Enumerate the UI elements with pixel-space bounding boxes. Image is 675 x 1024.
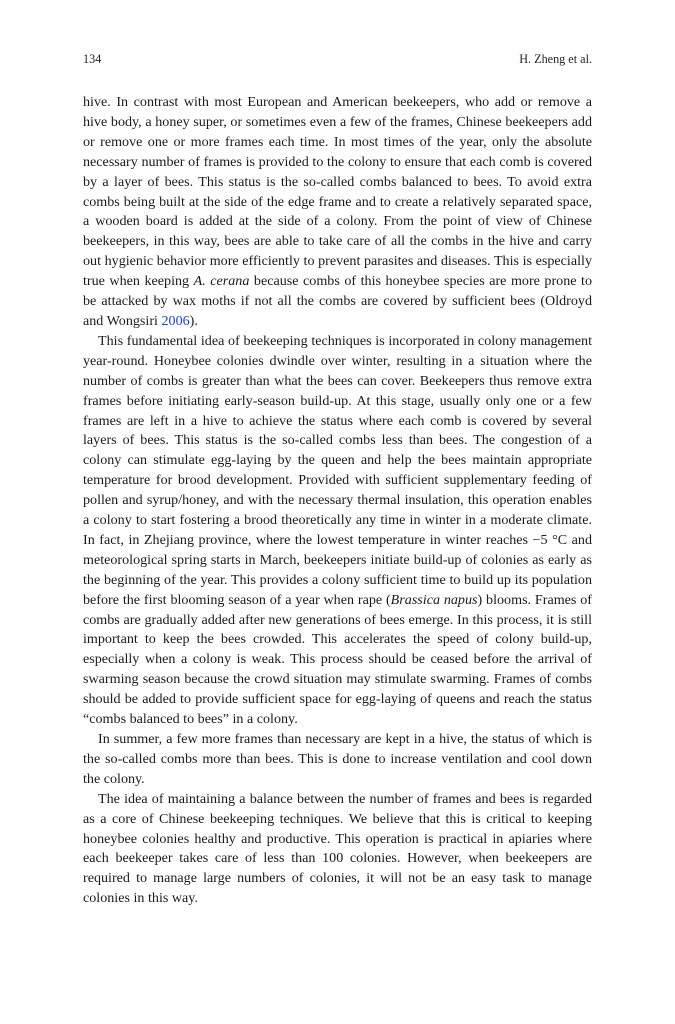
paragraph-text: In summer, a few more frames than necessary are kept in a hive, the status of which is the so-called combs more than bees. This is done to increase ventilation and cool down the colony. [83, 731, 592, 787]
paragraph-text: This fundamental idea of beekeeping techniques is incorporated in colony management year-round. Honeybee colonies dwindle over winter, resulting in a situation where the number of combs is greater than what the bees can cover. Beekeepers thus remove extra frames before initiating early-season build-up. At this stage, usually only one or a few frames are left in a hive to achieve the status where each comb is covered by several layers of bees. This status is the so-called combs less than bees. The congestion of a colony can stimulate egg-laying by the queen and help the bees maintain appropriate temperature for brood development. Provided with sufficient supplementary feeding of pollen and syrup/honey, and with the necessary thermal insulation, this operation enables a colony to start fostering a brood theoretically any time in winter in a moderate climate. In fact, in Zhejiang province, where the lowest temperature in winter reaches −5 °C and meteorological spring starts in March, beekeepers initiate build-up of colonies as early as the beginning of the year. This provides a colony sufficient time to build up its population before the first blooming season of a year when rape ( [83, 332, 592, 608]
paragraph-text: ). [189, 312, 198, 329]
paragraph-text: The idea of maintaining a balance between the number of frames and bees is regarded as a core of Chinese beekeeping techniques. We believe that this is critical to keeping honeybee colonies healthy and productive. This operation is practical in apiaries where each beekeeper takes care of less than 100 colonies. However, when beekeepers are required to manage large numbers of colonies, it will not be an easy task to manage colonies in this way. [83, 790, 592, 907]
species-name-italic: A. cerana [193, 273, 250, 290]
paragraph-text: because combs of this honeybee species are more prone to be attacked by wax moths if not all the combs are covered by sufficient bees (Oldroyd and Wongsiri [83, 273, 592, 329]
paragraph-text: ) blooms. Frames of combs are gradually added after new generations of bees emerge. In this process, it is still important to keep the bees crowded. This accelerates the speed of colony build-up, especially when a colony is weak. This process should be ceased before the arrival of swarming season because the crowd situation may stimulate swarming. Frames of combs should be added to provide sufficient space for egg-laying of queens and reach the status “combs balanced to bees” in a colony. [83, 591, 592, 728]
citation-link-oldroyd-2006[interactable]: 2006 [161, 312, 190, 329]
paragraph-2 [83, 332, 592, 730]
paragraph-4 [83, 790, 592, 909]
body-text [83, 93, 592, 909]
paragraph-3 [83, 730, 592, 790]
page-number: 134 [83, 52, 102, 66]
species-name-italic: Brassica napus [390, 591, 478, 608]
paragraph-text: hive. In contrast with most European and American beekeepers, who add or remove a hive body, a honey super, or sometimes even a few of the frames, Chinese beekeepers add or remove one or more frames each time. In most times of the year, only the absolute necessary number of frames is provided to the colony to ensure that each comb is covered by a layer of bees. This status is the so-called combs balanced to bees. To avoid extra combs being built at the side of the edge frame and to create a relatively separated space, a wooden board is added at the side of a colony. From the point of view of Chinese beekeepers, in this way, bees are able to take care of all the combs in the hive and carry out hygienic behavior more efficiently to prevent parasites and diseases. This is especially true when keeping [83, 94, 592, 290]
running-head-authors: H. Zheng et al. [519, 52, 592, 66]
paragraph-1 [83, 93, 592, 332]
running-head [83, 52, 592, 67]
